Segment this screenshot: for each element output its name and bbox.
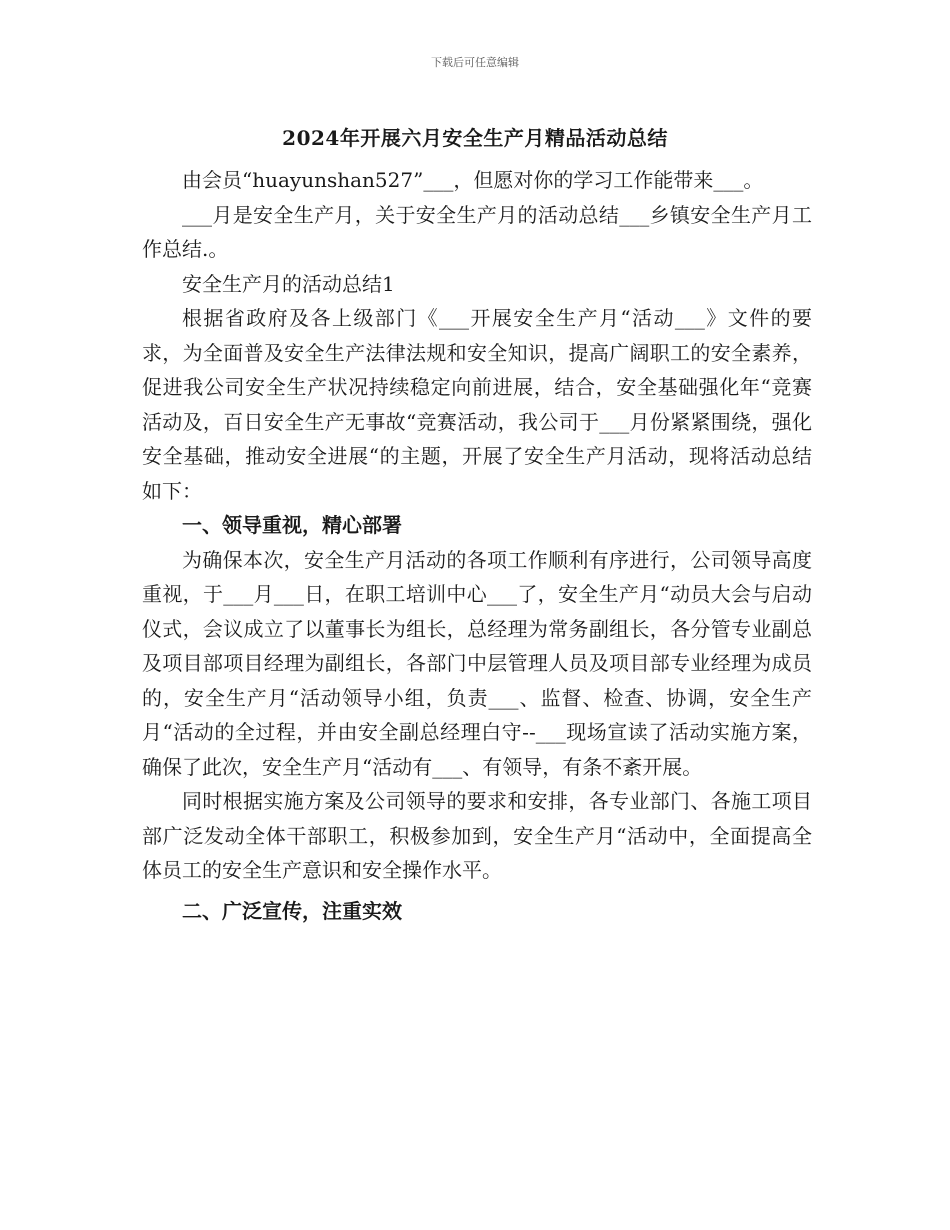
document-body — [142, 163, 812, 928]
paragraph-intro: 由会员“huayunshan527”___，但愿对你的学习工作能带来___。 — [182, 168, 764, 192]
paragraph-summary: ___月是安全生产月，关于安全生产月的活动总结___乡镇安全生产月工作总结.。 — [142, 202, 812, 261]
section-heading-2: 二、广泛宣传，注重实效 — [182, 898, 402, 923]
section-heading-1: 一、领导重视，精心部署 — [182, 513, 402, 537]
paragraph-background: 根据省政府及各上级部门《___开展安全生产月“活动___》文件的要求，为全面普及安全生产法律法规和安全知识，提高广阔职工的安全素养，促进我公司安全生产状况持续稳定向前进展，结合，安全基础强化年“竞赛活动及，百日安全生产无事故“竞赛活动，我公司于___月份紧紧围绕，强化安全基础，推动安全进展“的主题，开展了安全生产月活动，现将活动总结如下： — [142, 306, 812, 503]
paragraph-leadership: 为确保本次，安全生产月活动的各项工作顺利有序进行，公司领导高度重视，于___月___日，在职工培训中心___了，安全生产月“动员大会与启动仪式，会议成立了以董事长为组长，总经理为常务副组长，各分管专业副总及项目部项目经理为副组长，各部门中层管理人员及项目部专业经理为成员的，安全生产月“活动领导小组，负责___、监督、检查、协调，安全生产月“活动的全过程，并由安全副总经理白守--___现场宣读了活动实施方案，确保了此次，安全生产月“活动有___、有领导，有条不紊开展。 — [142, 547, 812, 779]
document-title: 2024年开展六月安全生产月精品活动总结 — [282, 126, 668, 150]
header-note: 下载后可任意编辑 — [431, 56, 519, 69]
paragraph-implementation: 同时根据实施方案及公司领导的要求和安排，各专业部门、各施工项目部广泛发动全体干部职工，积极参加到，安全生产月“活动中，全面提高全体员工的安全生产意识和安全操作水平。 — [142, 789, 812, 882]
paragraph-subtitle: 安全生产月的活动总结1 — [182, 271, 395, 296]
